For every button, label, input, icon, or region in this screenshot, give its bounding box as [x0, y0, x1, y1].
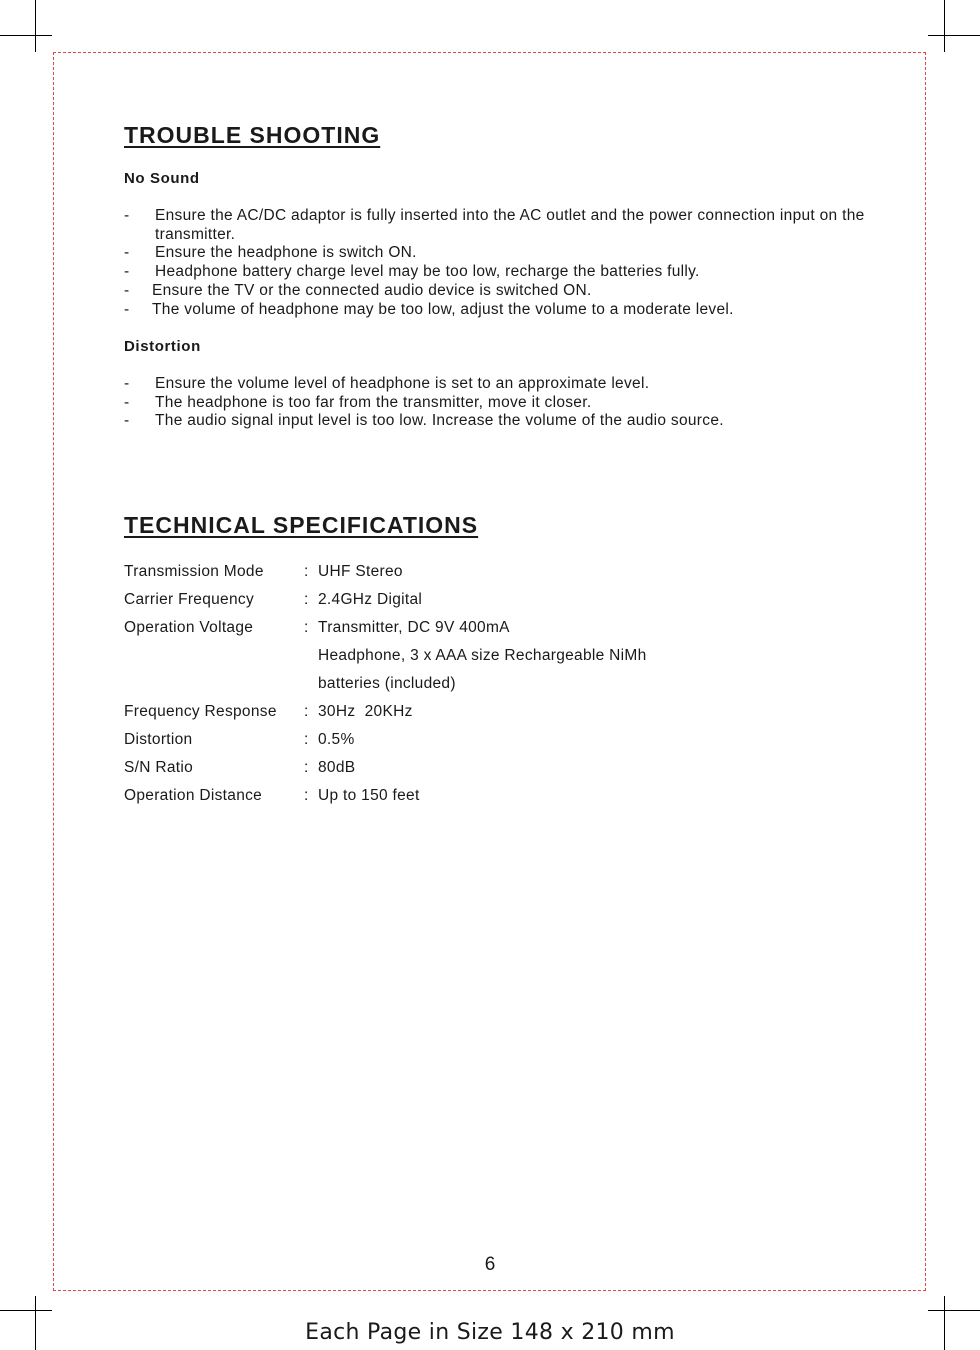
- crop-mark-top-right-horizontal: [928, 35, 980, 36]
- bullet-dash: -: [124, 263, 130, 281]
- crop-mark-top-left-vertical: [35, 0, 36, 52]
- bullet-dash: -: [124, 300, 130, 318]
- technical-specifications-title: TECHNICAL SPECIFICATIONS: [124, 512, 479, 538]
- crop-mark-top-right-vertical: [944, 0, 945, 52]
- bullet-dash: -: [124, 375, 130, 392]
- list-item: - Headphone battery charge level may be too low, recharge the batteries fully.: [124, 263, 700, 281]
- list-item: - The volume of headphone may be too low, adjust the volume to a moderate level.: [124, 300, 734, 318]
- page-number: 6: [484, 1254, 496, 1275]
- spec-value: Up to 150 feet: [318, 787, 420, 804]
- list-item: - Ensure the TV or the connected audio device is switched ON.: [124, 281, 592, 299]
- spec-colon: :: [304, 563, 309, 580]
- bullet-dash: -: [124, 244, 130, 262]
- bullet-dash: -: [124, 393, 130, 411]
- spec-label: Frequency Response: [124, 703, 277, 720]
- spec-label: Distortion: [124, 731, 193, 748]
- spec-colon: :: [304, 759, 309, 776]
- page-size-note: Each Page in Size 148 x 210 mm: [305, 1320, 675, 1345]
- spec-value: 2.4GHz Digital: [318, 591, 423, 608]
- bullet-dash: -: [124, 281, 130, 299]
- bullet-dash: -: [124, 207, 130, 224]
- list-item: - The headphone is too far from the transmitter, move it closer.: [124, 393, 592, 411]
- spec-value: batteries (included): [318, 675, 456, 692]
- spec-label: Carrier Frequency: [124, 591, 255, 608]
- spec-label: Operation Distance: [124, 787, 263, 804]
- spec-colon: :: [304, 703, 309, 720]
- no-sound-heading: No Sound: [124, 170, 200, 187]
- distortion-heading: Distortion: [124, 338, 201, 355]
- crop-mark-bottom-left-horizontal: [0, 1310, 52, 1311]
- list-item: - The audio signal input level is too low. Increase the volume of the audio source.: [124, 412, 724, 430]
- spec-label: Operation Voltage: [124, 619, 254, 636]
- spec-colon: :: [304, 619, 309, 636]
- spec-value: UHF Stereo: [318, 563, 403, 580]
- spec-value: 0.5%: [318, 731, 355, 748]
- spec-value: 80dB: [318, 759, 356, 776]
- spec-label: S/N Ratio: [124, 759, 194, 776]
- spec-value: Headphone, 3 x AAA size Rechargeable NiMh: [318, 647, 647, 664]
- distortion-list: [124, 375, 884, 431]
- crop-mark-top-left-horizontal: [0, 35, 52, 36]
- bullet-dash: -: [124, 412, 130, 430]
- spec-colon: :: [304, 731, 309, 748]
- no-sound-list: [124, 207, 884, 319]
- list-item: - Ensure the headphone is switch ON.: [124, 244, 417, 262]
- spec-colon: :: [304, 787, 309, 804]
- spec-value: Transmitter, DC 9V 400mA: [318, 619, 510, 636]
- spec-colon: :: [304, 591, 309, 608]
- crop-mark-bottom-right-horizontal: [928, 1310, 980, 1311]
- spec-label: Transmission Mode: [124, 563, 264, 580]
- list-item: - Ensure the AC/DC adaptor is fully inserted into the AC outlet and the power connection input on the transmitter.: [124, 207, 865, 243]
- spec-value: 30Hz 20KHz: [318, 703, 413, 720]
- list-item: - Ensure the volume level of headphone is set to an approximate level.: [124, 375, 650, 392]
- trouble-shooting-title: TROUBLE SHOOTING: [124, 122, 381, 148]
